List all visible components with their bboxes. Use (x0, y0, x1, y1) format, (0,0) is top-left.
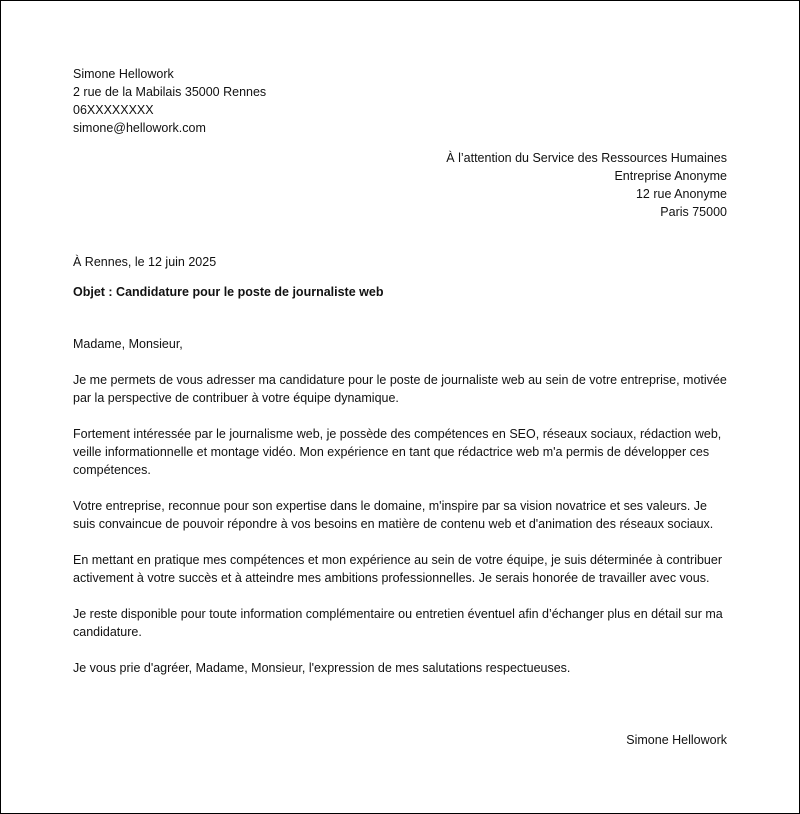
sender-block (73, 65, 266, 137)
body-paragraph: Votre entreprise, reconnue pour son expertise dans le domaine, m'inspire par sa vision novatrice et ses valeurs. Je suis convaincue de pouvoir répondre à vos besoins en matière de contenu web et d'animation des réseaux sociaux. (73, 499, 714, 531)
recipient-city: Paris 75000 (660, 205, 727, 219)
body-paragraph: Je me permets de vous adresser ma candidature pour le poste de journaliste web au sein de votre entreprise, motivée par la perspective de contribuer à votre équipe dynamique. (73, 373, 727, 405)
recipient-block (446, 149, 727, 221)
sender-email: simone@hellowork.com (73, 121, 206, 135)
letter-date: À Rennes, le 12 juin 2025 (73, 255, 217, 269)
sender-name: Simone Hellowork (73, 67, 174, 81)
body-paragraph: Fortement intéressée par le journalisme web, je possède des compétences en SEO, réseaux sociaux, rédaction web, veille informationnelle et montage vidéo. Mon expérience en tant que rédactrice web m'a permis de développer ces compétences. (73, 427, 722, 477)
letter-body (73, 335, 731, 695)
sender-phone: 06XXXXXXXX (73, 103, 154, 117)
letter-subject: Objet : Candidature pour le poste de journaliste web (73, 285, 384, 299)
signature: Simone Hellowork (626, 733, 727, 747)
sender-address: 2 rue de la Mabilais 35000 Rennes (73, 85, 267, 99)
greeting: Madame, Monsieur, (73, 337, 183, 351)
body-paragraph: Je reste disponible pour toute information complémentaire ou entretien éventuel afin d’échanger plus en détail sur ma candidature. (73, 607, 723, 639)
recipient-attention: À l’attention du Service des Ressources Humaines (446, 151, 727, 165)
recipient-company: Entreprise Anonyme (614, 169, 727, 183)
closing-paragraph: Je vous prie d'agréer, Madame, Monsieur, l'expression de mes salutations respectueuses. (73, 661, 571, 675)
recipient-street: 12 rue Anonyme (635, 187, 727, 201)
body-paragraph: En mettant en pratique mes compétences et mon expérience au sein de votre équipe, je suis déterminée à contribuer activement à votre succès et à atteindre mes ambitions professionnelles. Je serais honorée de travailler avec vous. (73, 553, 722, 585)
